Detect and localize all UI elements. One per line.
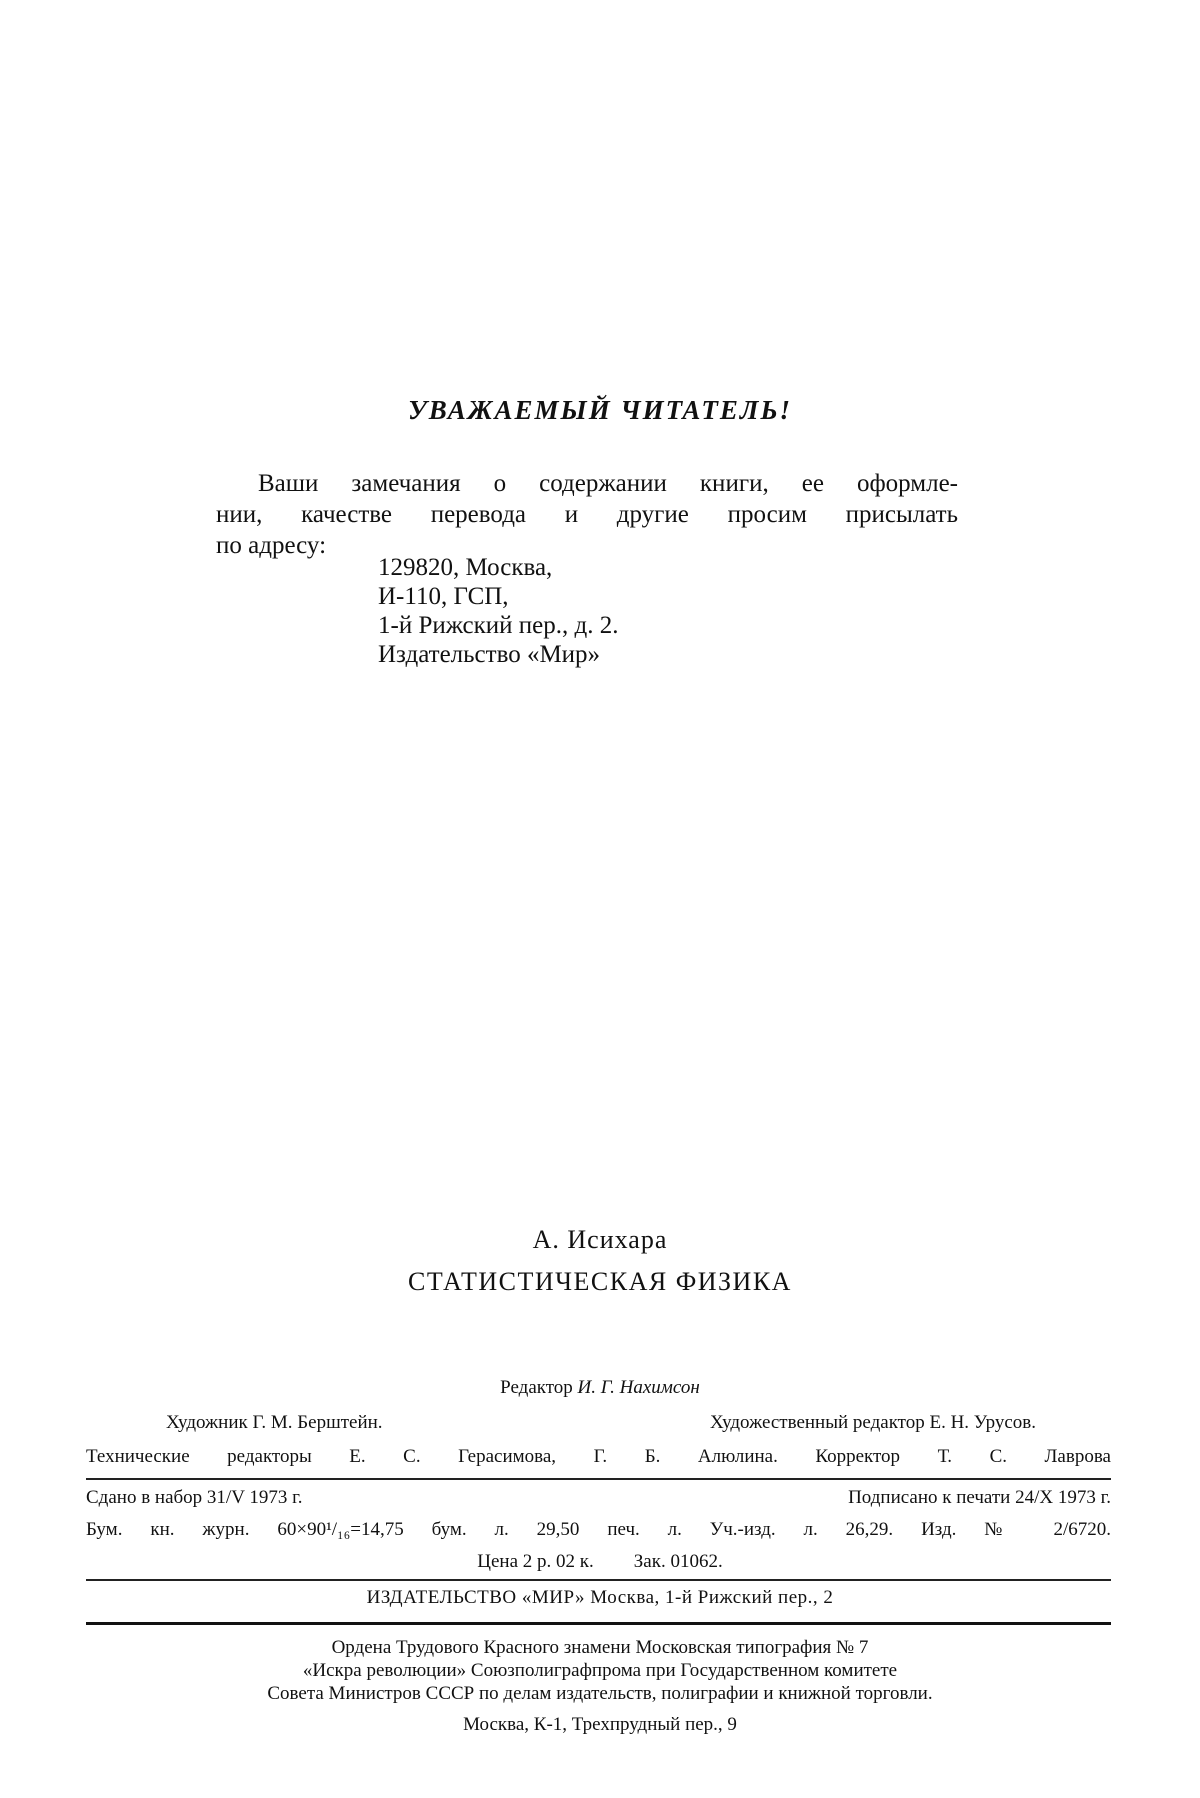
- artist-credit: Художник Г. М. Берштейн.: [166, 1412, 383, 1433]
- printer-line: «Искра революции» Союзполиграфпрома при Государственном комитете: [302, 1660, 898, 1681]
- technical-editors-credit: Технические редакторы Е. С. Герасимова, Г. Б. Алюлина. Корректор Т. С. Лаврова: [86, 1446, 1111, 1467]
- print-dates: [86, 1487, 1111, 1509]
- divider: [86, 1622, 1111, 1625]
- notice-line: Ваши замечания о содержании книги, ее оформле-: [258, 470, 958, 497]
- address-line: 129820, Москва,: [378, 554, 553, 581]
- publisher-address: [378, 553, 619, 669]
- editor-credit: [0, 1377, 1200, 1399]
- price: Цена 2 р. 02 к.: [477, 1551, 594, 1572]
- address-line: Издательство «Мир»: [378, 641, 601, 668]
- paper-format: Бум. кн. журн. 60×90¹/₁₆=14,75 бум. л. 29,50 печ. л. Уч.-изд. л. 26,29. Изд. № 2/6720.: [86, 1519, 1111, 1540]
- editor-name: И. Г. Нахимсон: [577, 1377, 700, 1398]
- notice-line: по адресу:: [216, 532, 327, 559]
- notice-line: нии, качестве перевода и другие просим присылать: [216, 501, 958, 528]
- address-line: И-110, ГСП,: [378, 583, 509, 610]
- publisher-line: ИЗДАТЕЛЬСТВО «МИР» Москва, 1-й Рижский пер., 2: [366, 1587, 834, 1608]
- divider: [86, 1478, 1111, 1480]
- sent-to-print: Сдано в набор 31/V 1973 г.: [86, 1487, 303, 1508]
- artist-credits: [166, 1412, 1036, 1434]
- signed-to-print: Подписано к печати 24/X 1973 г.: [848, 1487, 1111, 1508]
- reader-notice-title: УВАЖАЕМЫЙ ЧИТАТЕЛЬ!: [407, 395, 793, 425]
- printer-line: Ордена Трудового Красного знамени Московская типография № 7: [331, 1637, 869, 1658]
- printer-info: [0, 1636, 1200, 1736]
- address-line: 1-й Рижский пер., д. 2.: [378, 612, 619, 639]
- reader-notice-text: [216, 468, 958, 561]
- editor-label: Редактор: [500, 1377, 573, 1398]
- printer-line: Совета Министров СССР по делам издательств, полиграфии и книжной торговли.: [267, 1683, 933, 1704]
- price-line: [0, 1551, 1200, 1573]
- book-author: А. Исихара: [532, 1225, 668, 1254]
- art-editor-credit: Художественный редактор Е. Н. Урусов.: [710, 1412, 1036, 1433]
- order-number: Зак. 01062.: [633, 1551, 723, 1572]
- divider: [86, 1579, 1111, 1581]
- printer-line: Москва, К-1, Трехпрудный пер., 9: [463, 1714, 737, 1735]
- book-title: СТАТИСТИЧЕСКАЯ ФИЗИКА: [408, 1267, 792, 1296]
